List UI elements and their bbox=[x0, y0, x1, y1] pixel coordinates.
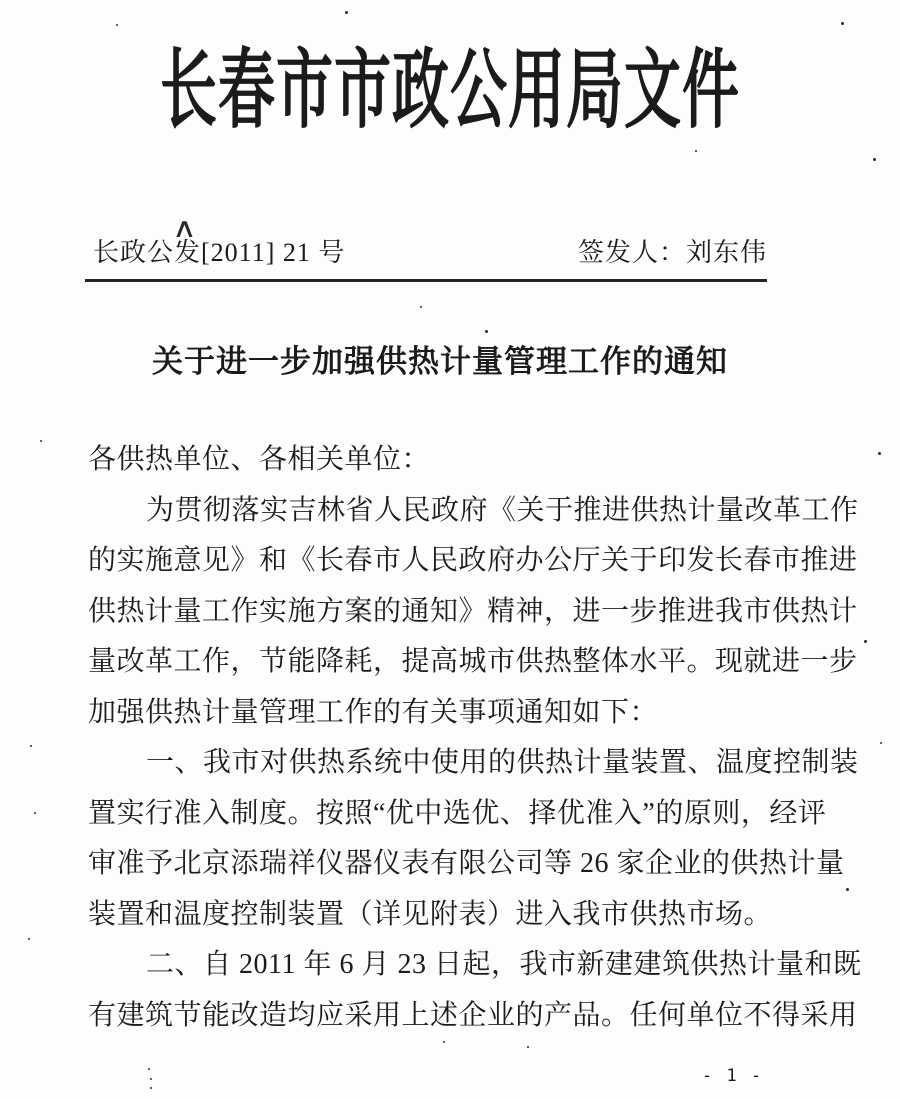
body-line: 置实行准入制度。按照“优中选优、择优准入”的原则，经评 bbox=[88, 797, 827, 829]
document-number: 长政公发[2011] 21 号 bbox=[93, 237, 346, 267]
signer-name: 签发人：刘东伟 bbox=[577, 237, 767, 267]
body-line: 供热计量工作实施方案的通知》精神，进一步推进我市供热计 bbox=[88, 595, 858, 627]
bureau-header-title: 长春市市政公用局文件 bbox=[160, 43, 740, 140]
body-line: 加强供热计量管理工作的有关事项通知如下： bbox=[88, 696, 659, 728]
body-line: 二、自 2011 年 6 月 23 日起，我市新建建筑供热计量和既 bbox=[146, 949, 862, 981]
body-line: 量改革工作，节能降耗，提高城市供热整体水平。现就进一步 bbox=[88, 646, 858, 678]
document-title: 关于进一步加强供热计量管理工作的通知 bbox=[152, 344, 728, 379]
page-number: - 1 - bbox=[702, 1066, 764, 1086]
handwritten-stray-mark: ∧ bbox=[172, 212, 197, 244]
header-divider-line bbox=[85, 279, 767, 282]
bureau-header bbox=[0, 22, 900, 144]
body-line: 为贯彻落实吉林省人民政府《关于推进供热计量改革工作 bbox=[146, 494, 859, 526]
document-meta-row bbox=[93, 230, 767, 270]
document-body bbox=[88, 432, 862, 1038]
body-line: 一、我市对供热系统中使用的供热计量装置、温度控制装 bbox=[146, 747, 859, 779]
body-line: 各供热单位、各相关单位： bbox=[88, 444, 431, 476]
body-line: 装置和温度控制装置（详见附表）进入我市供热市场。 bbox=[88, 898, 773, 930]
body-line: 审准予北京添瑞祥仪器仪表有限公司等 26 家企业的供热计量 bbox=[88, 848, 845, 880]
body-line: 有建筑节能改造均应采用上述企业的产品。任何单位不得采用 bbox=[88, 999, 858, 1031]
body-line: 的实施意见》和《长春市人民政府办公厅关于印发长春市推进 bbox=[88, 545, 858, 577]
